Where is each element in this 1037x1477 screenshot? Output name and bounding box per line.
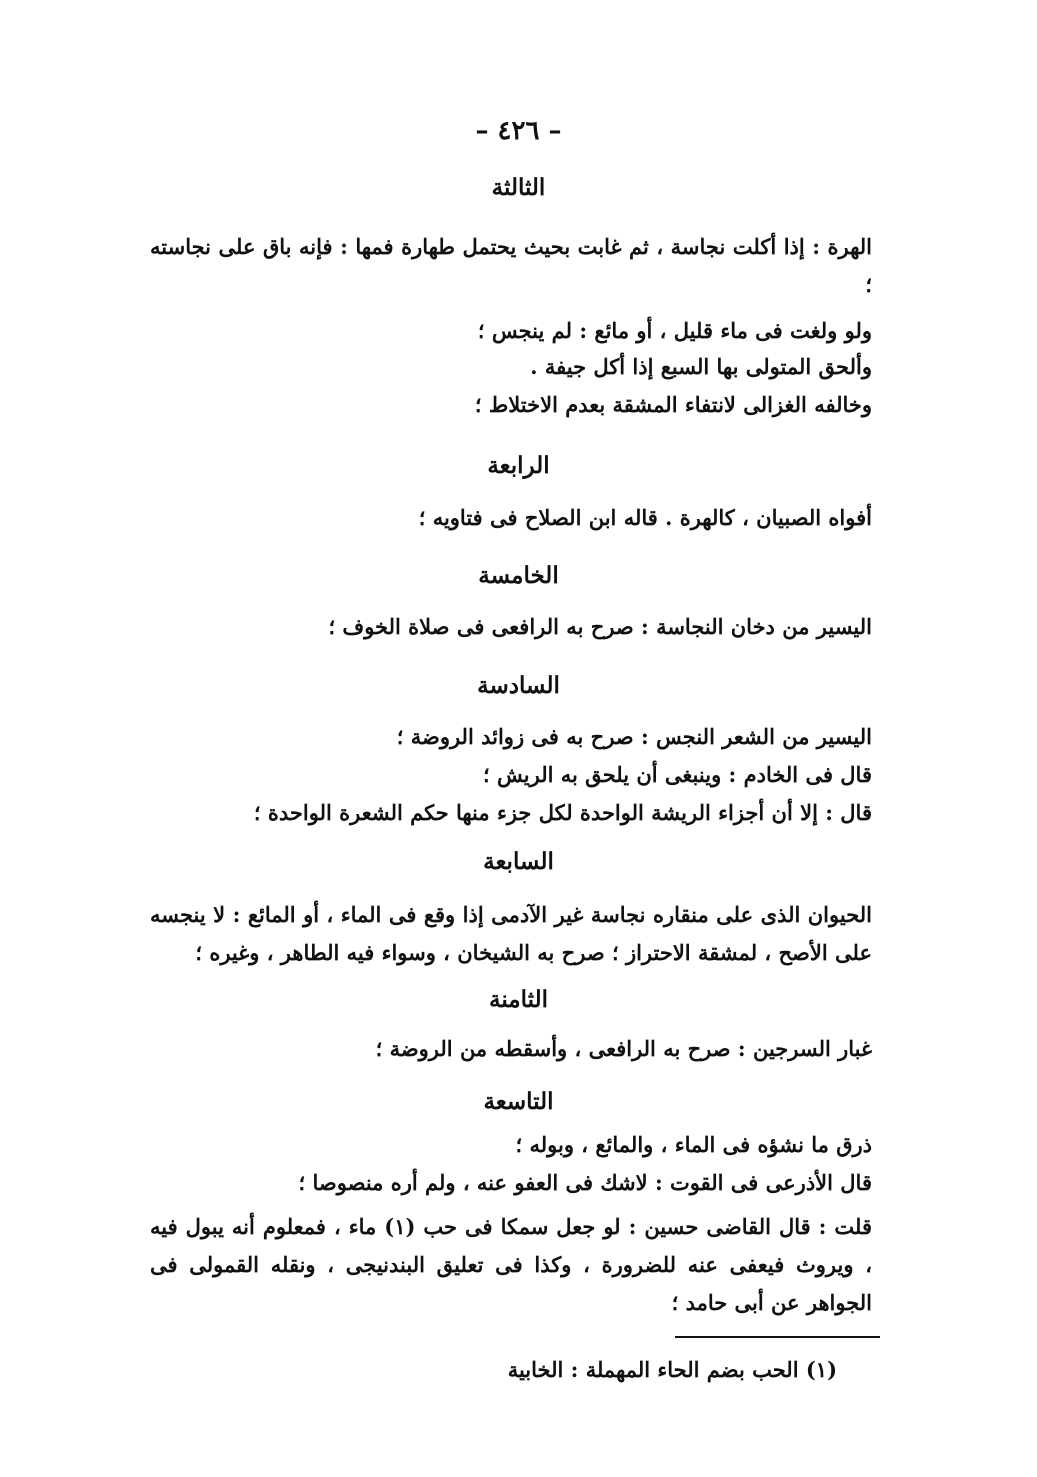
page-number: – ٤٢٦ – [475, 116, 562, 146]
line-eighth-1: غبار السرجين : صرح به الرافعى ، وأسقطه من الروضة ؛ [375, 1036, 872, 1061]
line-third-4: وخالفه الغزالى لانتفاء المشقة بعدم الاختلاط ؛ [474, 392, 872, 417]
line-fourth-1: أفواه الصبيان ، كالهرة . قاله ابن الصلاح فى فتاويه ؛ [418, 505, 872, 530]
line-sixth-2: قال فى الخادم : وينبغى أن يلحق به الريش ؛ [483, 762, 872, 787]
paragraph-ninth-3: قلت : قال القاضى حسين : لو جعل سمكا فى حب (١) ماء ، فمعلوم أنه يبول فيه ، ويروث فيعفى عنه للضرورة ، وكذا فى تعليق البندنيجى ، ونقله القمولى فى الجواهر عن أبى حامد ؛ [150, 1214, 873, 1315]
section-heading-fifth: الخامسة [478, 562, 559, 589]
paragraph-seventh-1: الحيوان الذى على منقاره نجاسة غير الآدمى إذا وقع فى الماء ، أو المائع : لا ينجسه على الأصح ، لمشقة الاحتراز ؛ صرح به الشيخان ، وسواء فيه الطاهر ، وغيره ؛ [150, 902, 872, 965]
section-heading-third: الثالثة [491, 174, 546, 201]
line-ninth-2: قال الأذرعى فى القوت : لاشك فى العفو عنه ، ولم أره منصوصا ؛ [298, 1170, 872, 1195]
section-heading-sixth: السادسة [477, 672, 560, 699]
section-heading-fourth: الرابعة [487, 452, 550, 479]
line-sixth-3: قال : إلا أن أجزاء الريشة الواحدة لكل جزء منها حكم الشعرة الواحدة ؛ [253, 800, 872, 825]
line-third-3: وألحق المتولى بها السبع إذا أكل جيفة . [530, 354, 872, 379]
section-heading-eighth: الثامنة [489, 986, 548, 1013]
section-heading-seventh: السابعة [483, 848, 554, 875]
footnote: (١) الحب بضم الحاء المهملة : الخابية [507, 1357, 837, 1382]
section-heading-ninth: التاسعة [483, 1088, 554, 1115]
paragraph-third-1: الهرة : إذا أكلت نجاسة ، ثم غابت بحيث يحتمل طهارة فمها : فإنه باق على نجاسته ؛ [150, 234, 872, 297]
footnote-divider [675, 1336, 880, 1338]
line-fifth-1: اليسير من دخان النجاسة : صرح به الرافعى فى صلاة الخوف ؛ [328, 614, 872, 639]
line-sixth-1: اليسير من الشعر النجس : صرح به فى زوائد الروضة ؛ [396, 724, 872, 749]
line-ninth-1: ذرق ما نشؤه فى الماء ، والمائع ، وبوله ؛ [515, 1132, 872, 1157]
line-third-2: ولو ولغت فى ماء قليل ، أو مائع : لم ينجس ؛ [477, 318, 872, 343]
